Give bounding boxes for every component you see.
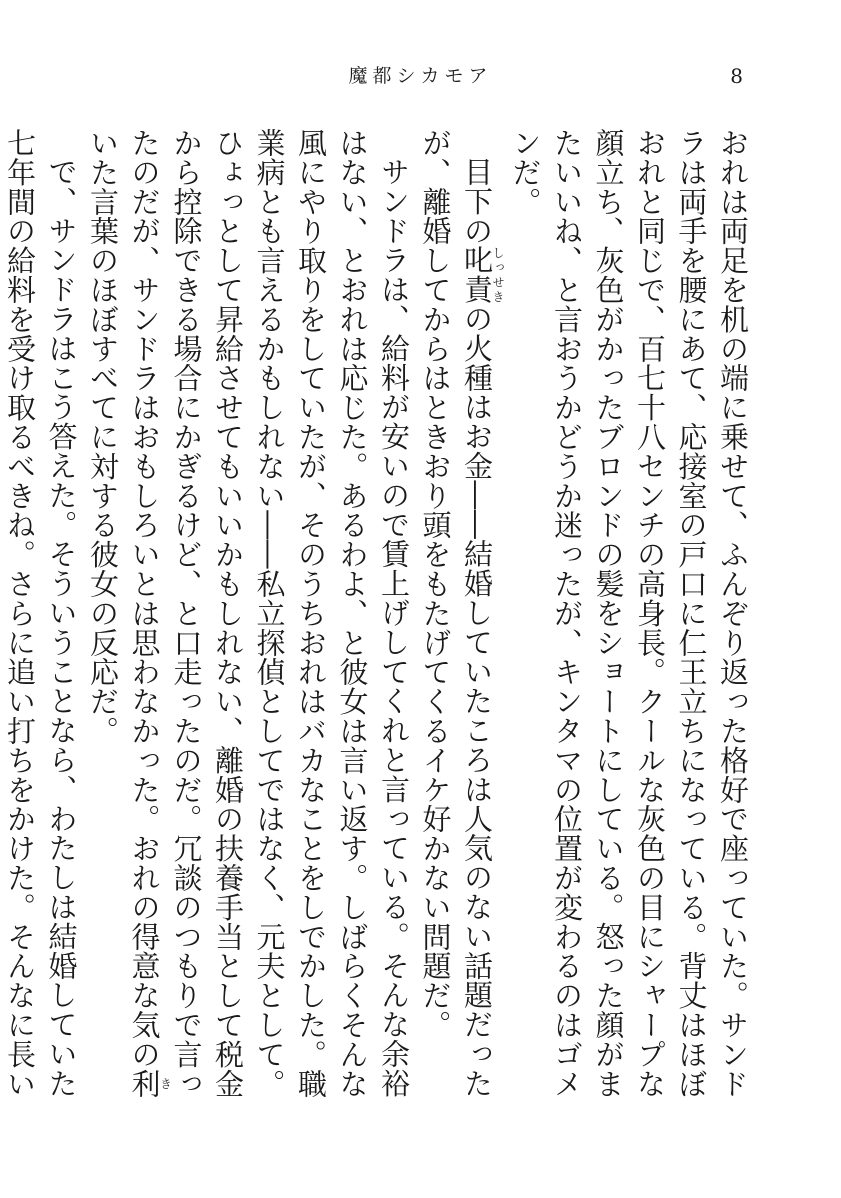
paragraph-4	[0, 128, 82, 1118]
paragraph-3-text-before: サンドラは、給料が安いので賃上げしてくれと言っている。そんな余裕はない、とおれは応じた。あるわよ、と彼女は言い返す。しばらくそんな風にやり取りをしていたが、そのうちおれはバカなことをしでかした。職業病とも言えるかもしれない――私立探偵としてではなく、元夫として。ひょっとして昇給させてもいいかもしれない、離婚の扶養手当として税金から控除できる場合にかぎるけど、と口走ったのだ。冗談のつもりで言ったのだが、サンドラはおもしろいとは思わなかった。おれの得意な気の	[127, 128, 411, 1099]
body-text	[3, 128, 753, 1118]
paragraph-1-text: おれは両足を机の端に乗せて、ふんぞり返った格好で座っていた。サンドラは両手を腰にあて、応接室の戸口に仁王立ちになっている。背丈はほぼおれと同じで、百七十八センチの高身長。クールな灰色の目にシャープな顔立ち、灰色がかったブロンドの髪をショートにしている。怒った顔がまたいいね、と言おうかどうか迷ったが、キンタマの位置が変わるのはゴメンだ。	[508, 128, 750, 1099]
page-number: 8	[730, 64, 743, 88]
ruby-shisseki	[460, 245, 505, 305]
ruby-ki-base: 利	[127, 1068, 162, 1099]
running-header-title: 魔都シカモア	[348, 65, 493, 87]
paragraph-4-text: で、サンドラはこう答えた。そういうことなら、わたしは結婚していた七年間の給料を受け取るべきね。さらに追い打ちをかけた。そんなに長い	[3, 128, 79, 1099]
paragraph-2-text-before: 目下の	[460, 157, 494, 246]
paragraph-2	[414, 128, 504, 1118]
paragraph-2-text-after: の火種はお金――結婚していたころは人気のない話題だったが、離婚してからはときおり頭をもたげてくるイケ好かない問題だ。	[418, 128, 494, 1098]
paragraph-1	[504, 128, 753, 1118]
ruby-ki-reading: き	[158, 1068, 173, 1099]
paragraph-3	[82, 128, 415, 1118]
ruby-ki	[127, 1068, 173, 1099]
ruby-shisseki-base: 叱責	[460, 245, 494, 305]
paragraph-3-text-after: いた言葉のほぼすべてに対する彼女の反応だ。	[86, 128, 120, 746]
ruby-shisseki-reading: しっせき	[491, 245, 505, 304]
